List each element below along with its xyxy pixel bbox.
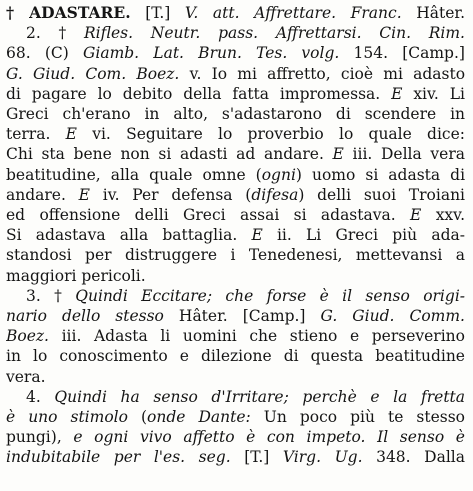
entry-text-segment: onde Dante: [147,408,251,427]
entry-text-segment: ) delli suoi Troiani [298,185,465,204]
dictionary-entry-adastare [6,3,465,468]
entry-line [6,185,465,205]
entry-text-segment: V. att. Affrettare. Franc. [184,4,402,22]
entry-text-segment: Quindi ha senso d'Irritare; perchè e la fretta [54,387,465,406]
entry-text-segment: xxv. [421,206,465,225]
entry-text-segment: e ogni vivo affetto è con impeto. Il senso è [73,428,465,447]
entry-line [6,144,465,164]
entry-line [6,286,465,306]
entry-text-segment: è uno stimolo [6,408,128,427]
entry-text-segment: E [410,206,422,225]
entry-text-segment: G. Giud. Com. Boez. [6,64,180,83]
entry-text-segment: iv. Per defensa ( [89,185,252,204]
entry-text-segment: Chi sta bene non si adasti ad andare. [6,145,333,164]
entry-text-segment: xiv. Li [402,84,465,103]
entry-line [6,346,465,366]
entry-line [6,165,465,185]
entry-line [6,427,465,447]
entry-line [6,326,465,346]
entry-text-segment: vi. Seguitare lo proverbio lo quale dice: [76,125,465,144]
entry-line [6,306,465,326]
entry-line [6,104,465,124]
entry-text-segment: E [391,84,403,103]
entry-text-segment: E [78,185,90,204]
entry-text-segment: standosi per distruggere i Tenedenesi, mettevansi a [6,246,465,265]
entry-text-segment: 68. (C) [6,44,83,63]
entry-line [6,225,465,245]
entry-text-segment: iii. Della vera [343,145,465,164]
entry-text-segment: 2. † [26,24,85,43]
entry-line [6,245,465,265]
entry-text-segment: [T.] [130,4,185,22]
entry-line [6,367,465,387]
entry-text-segment: beatitudine, alla quale omne ( [6,165,262,184]
entry-line [6,387,465,407]
entry-text-segment: ii. Li Greci più ada- [262,226,465,245]
entry-text-segment: iii. Adasta li uomini che stieno e perseverino [49,327,465,346]
entry-text-segment: ( [127,408,148,427]
entry-line [6,407,465,427]
entry-text-segment: Hâter. [Camp.] [163,307,321,326]
entry-text-segment: di pagare lo debito della fatta impromessa. [6,84,392,103]
entry-text-segment: maggiori pericoli. [6,266,146,285]
entry-line [6,3,465,23]
entry-text-segment: 154. [Camp.] [339,44,465,63]
entry-text-segment: G. Giud. Comm. [320,307,465,326]
entry-text-segment: Quindi Eccitare; che forse è il senso origi- [75,286,465,305]
entry-text-segment: Virg. Ug. [282,448,363,467]
entry-text-segment: Un poco più te stesso [250,408,465,427]
entry-text-segment: [T.] [230,448,283,467]
entry-line [6,84,465,104]
entry-text-segment: andare. [6,185,79,204]
entry-text-segment: terra. [6,125,66,144]
entry-text-segment: pungi), [6,428,74,447]
entry-text-segment: † ADASTARE. [6,3,131,22]
entry-text-segment: Greci ch'erano in alto, s'adastarono di scendere in [6,105,465,124]
entry-text-segment: in lo conoscimento e dilezione di questa beatitudine [6,347,465,366]
entry-text-segment: Giamb. Lat. Brun. Tes. volg. [82,44,340,63]
entry-line [6,64,465,84]
entry-text-segment: Hâter. [401,4,465,22]
entry-text-segment: indubitabile per l'es. seg. [6,448,231,467]
entry-line [6,447,465,467]
entry-text-segment: 348. Dalla [362,448,465,467]
entry-text-segment: E [251,226,263,245]
entry-line [6,205,465,225]
entry-text-segment: E [332,145,344,164]
entry-line [6,43,465,63]
entry-text-segment: nario dello stesso [6,307,164,326]
entry-text-segment: Rifles. Neutr. pass. Affrettarsi. Cin. Rim. [84,24,465,43]
entry-text-segment: E [65,125,77,144]
entry-text-segment: 4. [26,387,55,406]
entry-text-segment: ) uomo si adasta di [295,165,465,184]
entry-text-segment: ogni [261,165,296,184]
entry-text-segment: Si adastava alla battaglia. [6,226,252,245]
entry-text-segment: v. Io mi affretto, cioè mi adasto [179,64,465,83]
entry-line [6,23,465,43]
entry-text-segment: ed offensione delli Greci assai si adastava. [6,206,411,225]
entry-line [6,124,465,144]
entry-text-segment: 3. † [26,286,76,305]
entry-text-segment: difesa [251,185,299,204]
entry-text-segment: Boez. [6,327,49,346]
entry-line [6,266,465,286]
entry-text-segment: vera. [6,367,46,386]
